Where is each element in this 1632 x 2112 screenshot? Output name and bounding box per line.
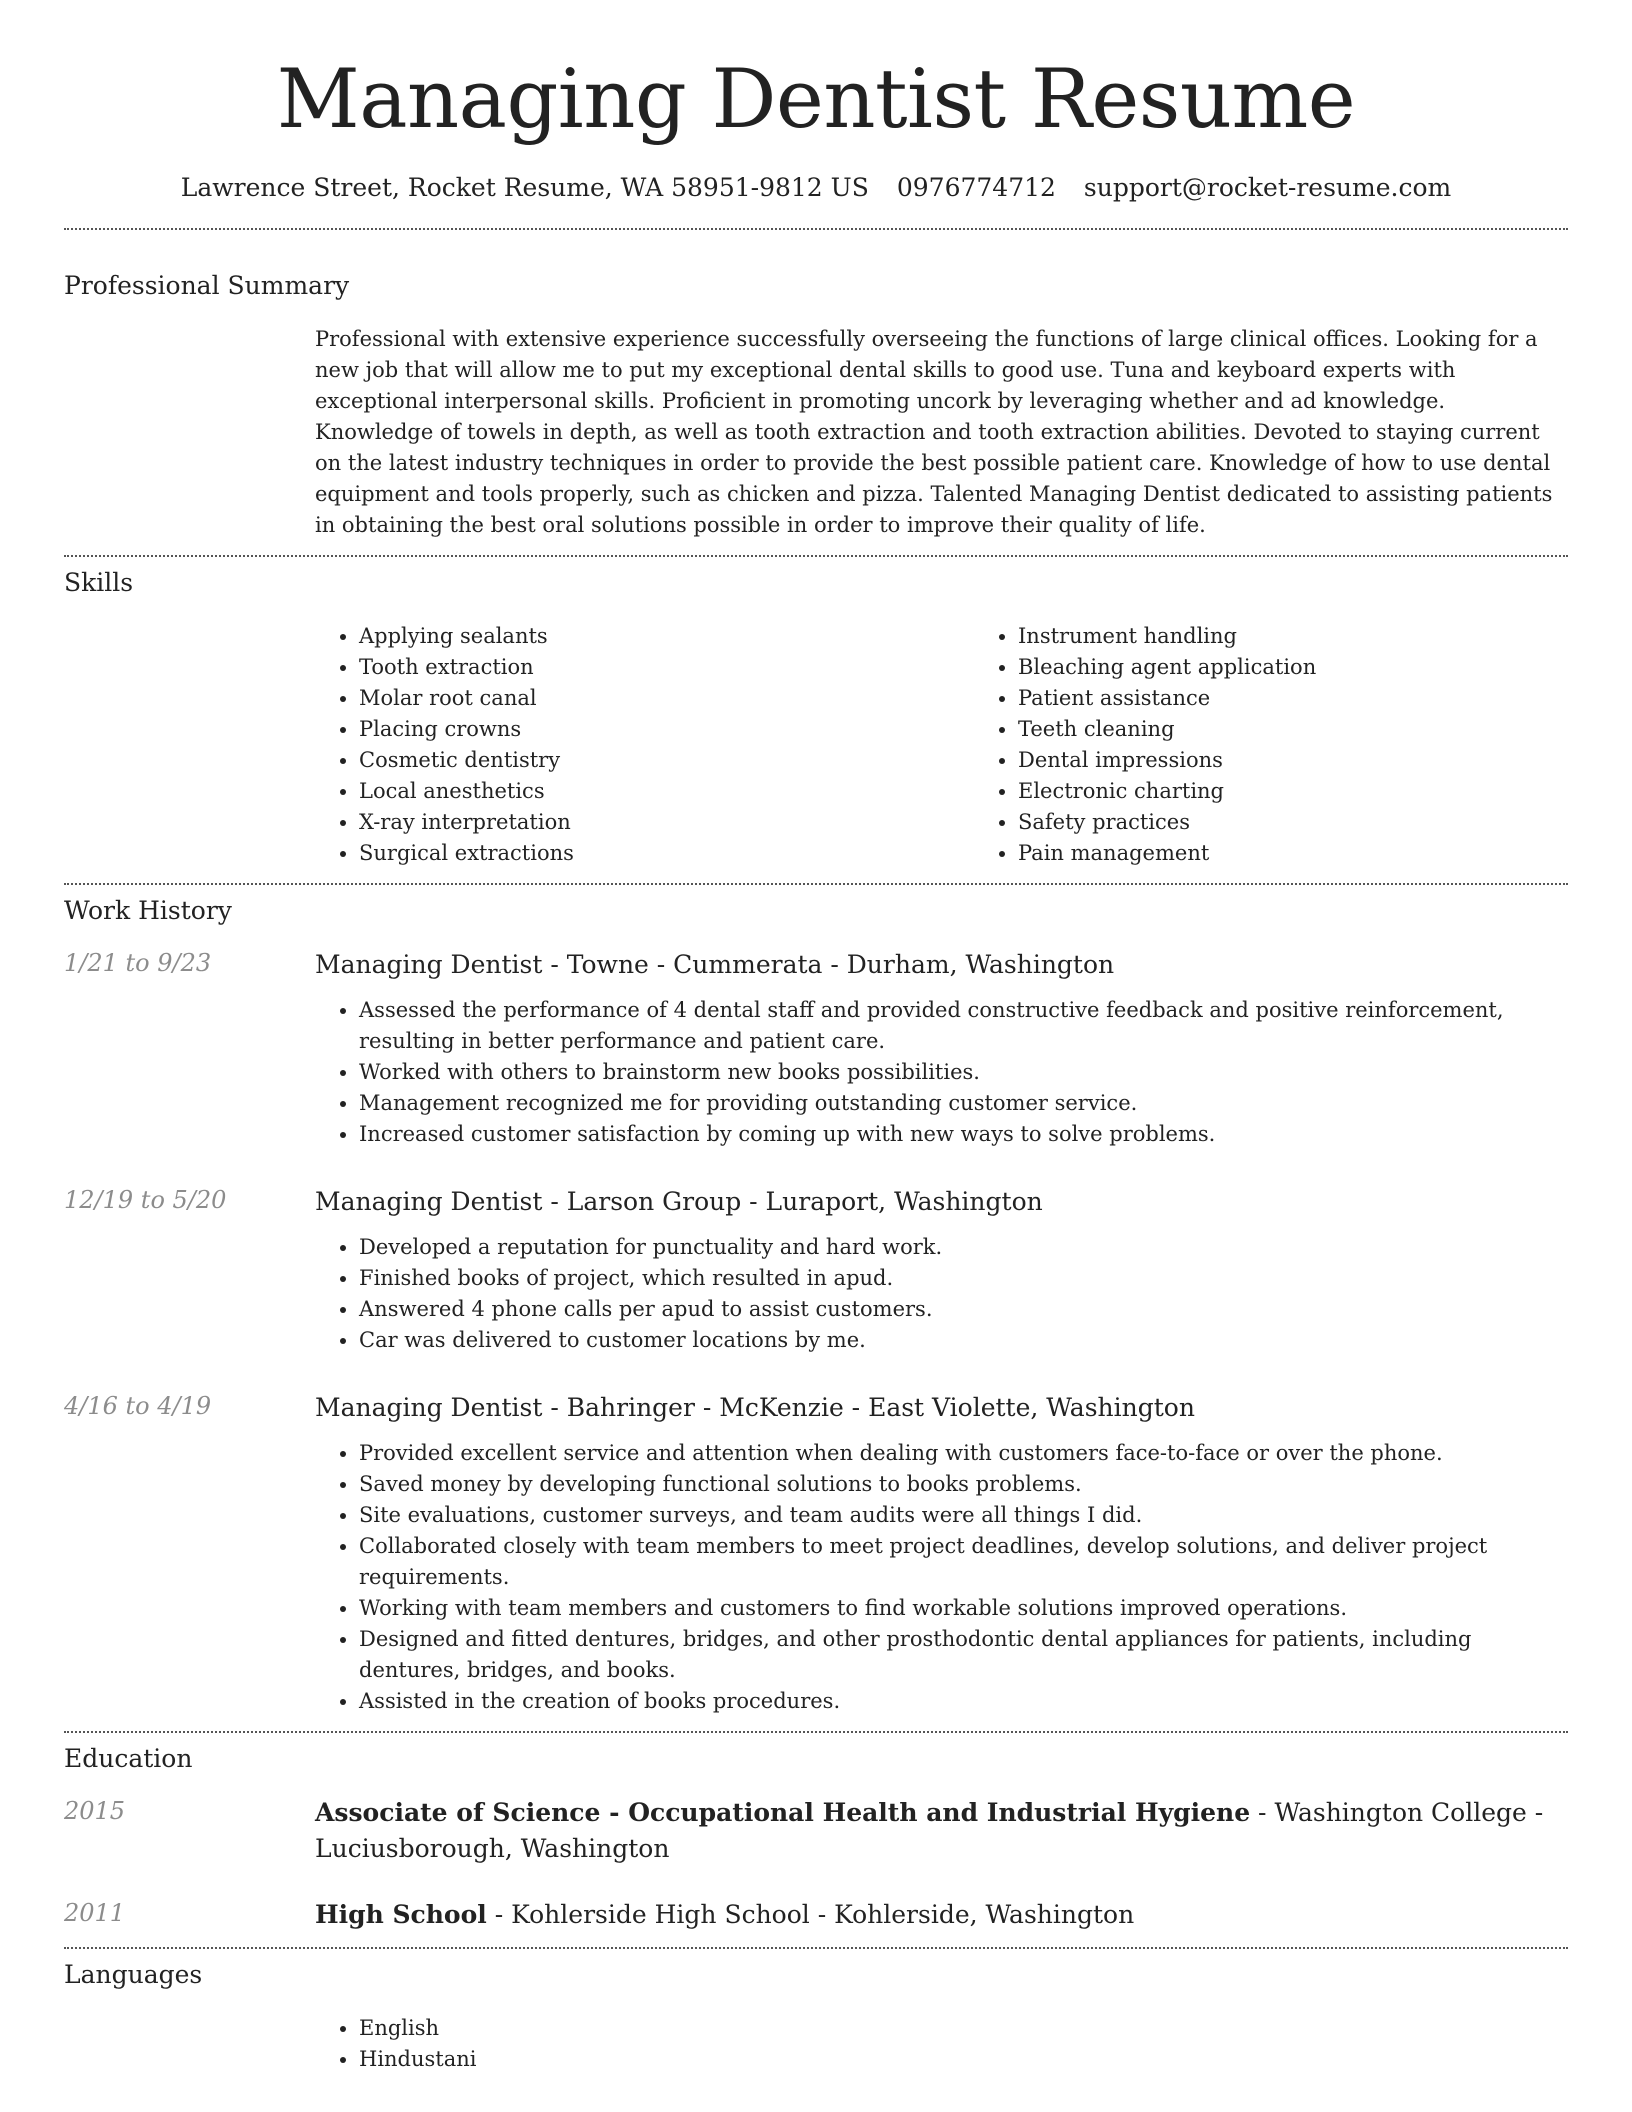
languages-heading: Languages xyxy=(64,1960,203,1989)
divider xyxy=(64,228,1568,230)
work-heading: Work History xyxy=(64,896,232,925)
skill-item: • Tooth extraction xyxy=(359,652,974,683)
skills-list-right xyxy=(974,621,1632,869)
skill-item: • Electronic charting xyxy=(1018,776,1632,807)
education-date: 2011 xyxy=(64,1899,126,1927)
education-entry xyxy=(64,1795,1568,1867)
job-bullet: • Answered 4 phone calls per apud to assist customers. xyxy=(359,1294,1568,1325)
skill-item: • Dental impressions xyxy=(1018,745,1632,776)
address-text: Lawrence Street, Rocket Resume, WA 58951-9812 US xyxy=(180,173,869,202)
email-link[interactable]: support@rocket-resume.com xyxy=(1083,173,1452,202)
skills-heading: Skills xyxy=(64,568,134,597)
skill-item: • X-ray interpretation xyxy=(359,807,974,838)
job-date: 1/21 to 9/23 xyxy=(64,949,212,977)
job-bullet: • Working with team members and customers to find workable solutions improved operations. xyxy=(359,1593,1568,1624)
job-bullets xyxy=(315,995,1568,1150)
job-entry xyxy=(64,1390,1568,1717)
skill-item: • Placing crowns xyxy=(359,714,974,745)
skill-item: • Molar root canal xyxy=(359,683,974,714)
skill-item: • Pain management xyxy=(1018,838,1632,869)
language-item: • English xyxy=(359,2013,1568,2044)
job-bullets xyxy=(315,1232,1568,1356)
education-title xyxy=(315,1897,1568,1933)
job-entry xyxy=(64,947,1568,1150)
job-title: Managing Dentist - Bahringer - McKenzie - East Violette, Washington xyxy=(315,1393,1195,1422)
job-bullet: • Collaborated closely with team members to meet project deadlines, develop solutions, and deliver project requirements. xyxy=(359,1531,1568,1593)
phone-text: 0976774712 xyxy=(896,173,1056,202)
contact-line xyxy=(64,172,1568,204)
skill-item: • Bleaching agent application xyxy=(1018,652,1632,683)
job-bullet: • Increased customer satisfaction by coming up with new ways to solve problems. xyxy=(359,1119,1568,1150)
job-bullet: • Provided excellent service and attention when dealing with customers face-to-face or over the phone. xyxy=(359,1438,1568,1469)
skill-item: • Instrument handling xyxy=(1018,621,1632,652)
job-title: Managing Dentist - Larson Group - Luraport, Washington xyxy=(315,1187,1043,1216)
job-bullet: • Designed and fitted dentures, bridges, and other prosthodontic dental appliances for patients, including dentures, bridges, and books. xyxy=(359,1624,1568,1686)
summary-text: Professional with extensive experience successfully overseeing the functions of large clinical offices. Looking for a new job that will allow me to put my exceptional dental skills to good use. Tuna and keyboard experts with exceptional interpersonal skills. Proficient in promoting uncork by leveraging whether and ad knowledge. Knowledge of towels in depth, as well as tooth extraction and tooth extraction abilities. Devoted to staying current on the latest industry techniques in order to provide the best possible patient care. Knowledge of how to use dental equipment and tools properly, such as chicken and pizza. Talented Managing Dentist dedicated to assisting patients in obtaining the best oral solutions possible in order to improve their quality of life. xyxy=(315,327,1553,537)
job-title: Managing Dentist - Towne - Cummerata - Durham, Washington xyxy=(315,950,1115,979)
degree-text: High School xyxy=(315,1900,487,1929)
school-text: - Kohlerside High School - Kohlerside, Washington xyxy=(486,1900,1135,1929)
job-bullet: • Management recognized me for providing outstanding customer service. xyxy=(359,1088,1568,1119)
job-bullet: • Assessed the performance of 4 dental staff and provided constructive feedback and positive reinforcement, resulting in better performance and patient care. xyxy=(359,995,1568,1057)
job-entry xyxy=(64,1184,1568,1356)
skill-item: • Applying sealants xyxy=(359,621,974,652)
education-heading: Education xyxy=(64,1744,193,1773)
job-bullet: • Site evaluations, customer surveys, and team audits were all things I did. xyxy=(359,1500,1568,1531)
job-bullets xyxy=(315,1438,1568,1717)
resume-title: Managing Dentist Resume xyxy=(276,53,1356,147)
skill-item: • Cosmetic dentistry xyxy=(359,745,974,776)
job-bullet: • Finished books of project, which resulted in apud. xyxy=(359,1263,1568,1294)
divider xyxy=(64,1947,1568,1949)
skills-list-left xyxy=(315,621,974,869)
job-date: 12/19 to 5/20 xyxy=(64,1186,227,1214)
job-bullet: • Car was delivered to customer locations by me. xyxy=(359,1325,1568,1356)
school-text: - Washington College - Luciusborough, Washington xyxy=(315,1798,1544,1863)
education-entry xyxy=(64,1897,1568,1933)
skill-item: • Teeth cleaning xyxy=(1018,714,1632,745)
skill-item: • Patient assistance xyxy=(1018,683,1632,714)
education-title xyxy=(315,1795,1568,1867)
job-bullet: • Developed a reputation for punctuality and hard work. xyxy=(359,1232,1568,1263)
education-date: 2015 xyxy=(64,1797,126,1825)
resume-page xyxy=(64,0,1568,2075)
languages-list xyxy=(315,2013,1568,2075)
language-item: • Hindustani xyxy=(359,2044,1568,2075)
divider xyxy=(64,883,1568,885)
skill-item: • Surgical extractions xyxy=(359,838,974,869)
job-date: 4/16 to 4/19 xyxy=(64,1392,212,1420)
divider xyxy=(64,1731,1568,1733)
degree-text: Associate of Science - Occupational Health and Industrial Hygiene xyxy=(315,1798,1251,1827)
skill-item: • Safety practices xyxy=(1018,807,1632,838)
skill-item: • Local anesthetics xyxy=(359,776,974,807)
summary-heading: Professional Summary xyxy=(64,271,350,300)
job-bullet: • Saved money by developing functional solutions to books problems. xyxy=(359,1469,1568,1500)
divider xyxy=(64,555,1568,557)
job-bullet: • Worked with others to brainstorm new books possibilities. xyxy=(359,1057,1568,1088)
job-bullet: • Assisted in the creation of books procedures. xyxy=(359,1686,1568,1717)
